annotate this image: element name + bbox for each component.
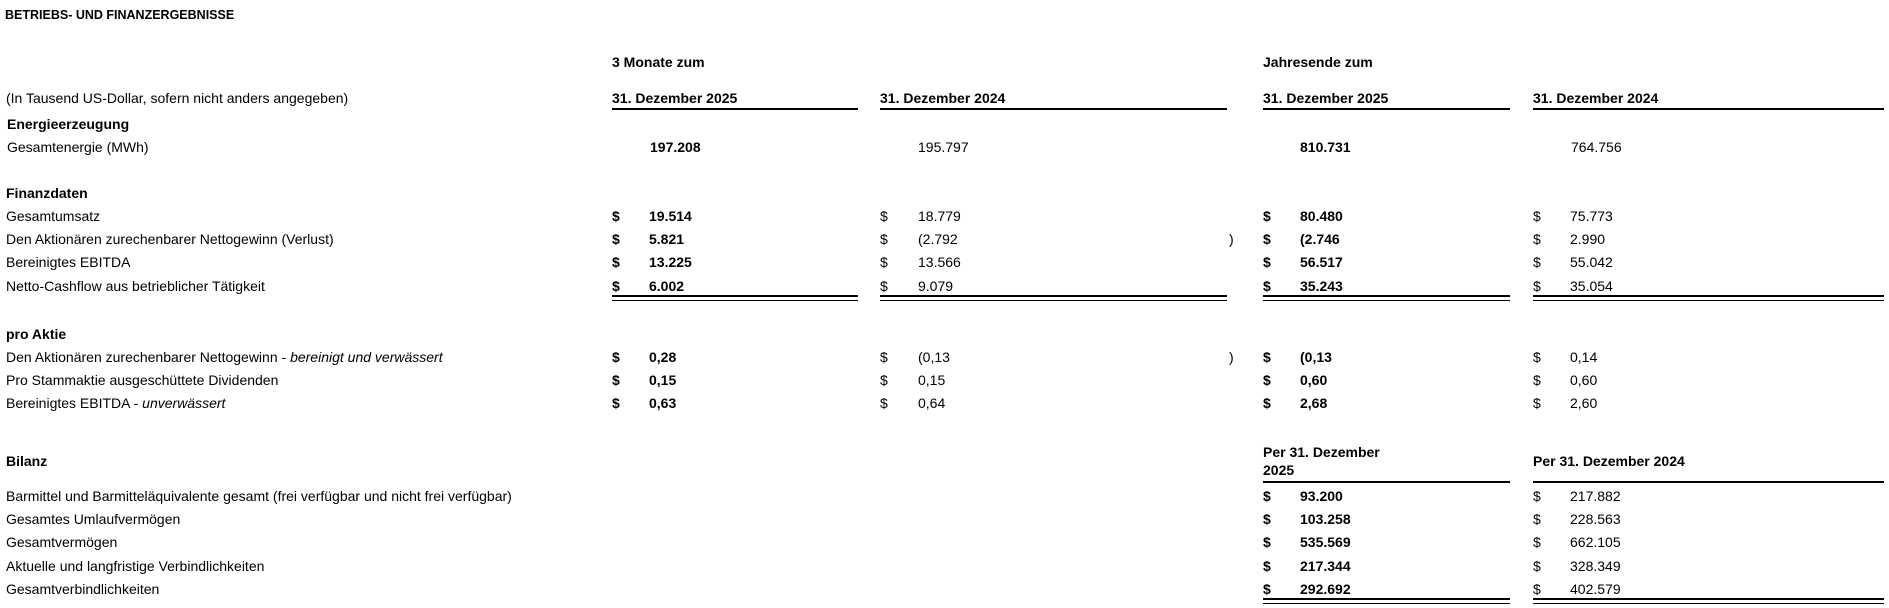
value-cell: 19.514 (649, 208, 692, 224)
dollar-sign: $ (1263, 395, 1271, 411)
dollar-sign: $ (1533, 372, 1541, 388)
value-cell: 0,15 (649, 372, 677, 388)
value-cell: 6.002 (649, 278, 685, 294)
value-cell: 2,68 (1300, 395, 1328, 411)
value-cell: 217.882 (1570, 488, 1621, 504)
value-cell: 2.990 (1570, 231, 1606, 247)
dollar-sign: $ (1263, 534, 1271, 550)
header-underline (612, 108, 858, 110)
value-cell: 810.731 (1300, 139, 1351, 155)
value-cell: (0,13 (918, 349, 950, 365)
total-double-underline (880, 295, 1227, 301)
total-double-underline (1533, 295, 1884, 301)
dollar-sign: $ (1263, 254, 1271, 270)
value-cell: 197.208 (650, 139, 701, 155)
dollar-sign: $ (880, 278, 888, 294)
row-label-net-income: Den Aktionären zurechenbarer Nettogewinn (Verlust) (6, 231, 334, 247)
dollar-sign: $ (880, 231, 888, 247)
value-cell: 292.692 (1300, 581, 1351, 597)
total-double-underline (612, 295, 858, 301)
closing-paren: ) (1229, 349, 1234, 365)
dollar-sign: $ (880, 208, 888, 224)
total-double-underline (1263, 295, 1510, 301)
total-double-underline (1263, 598, 1510, 604)
col-header-balance-2025-line1: Per 31. Dezember (1263, 444, 1380, 460)
row-label-total-energy: Gesamtenergie (MWh) (7, 139, 149, 155)
row-label-revenue: Gesamtumsatz (6, 208, 101, 224)
header-underline (1533, 108, 1884, 110)
value-cell: 0,60 (1300, 372, 1328, 388)
dollar-sign: $ (880, 395, 888, 411)
section-balance: Bilanz (6, 453, 48, 469)
dollar-sign: $ (1533, 581, 1541, 597)
dollar-sign: $ (1533, 534, 1541, 550)
value-cell: 93.200 (1300, 488, 1343, 504)
value-cell: 402.579 (1570, 581, 1621, 597)
value-cell: 55.042 (1570, 254, 1613, 270)
col-header-balance-2024: Per 31. Dezember 2024 (1533, 453, 1685, 469)
dollar-sign: $ (1533, 278, 1541, 294)
dollar-sign: $ (880, 372, 888, 388)
row-label-dividends: Pro Stammaktie ausgeschüttete Dividenden (6, 372, 279, 388)
dollar-sign: $ (1263, 511, 1271, 527)
dollar-sign: $ (1263, 581, 1271, 597)
value-cell: 0,28 (649, 349, 677, 365)
dollar-sign: $ (1263, 558, 1271, 574)
value-cell: 0,64 (918, 395, 946, 411)
dollar-sign: $ (1263, 231, 1271, 247)
report-title: BETRIEBS- UND FINANZERGEBNISSE (5, 8, 235, 22)
dollar-sign: $ (1533, 349, 1541, 365)
dollar-sign: $ (1533, 208, 1541, 224)
row-label-adjusted-ebitda: Bereinigtes EBITDA (6, 254, 131, 270)
dollar-sign: $ (1263, 488, 1271, 504)
value-cell: (2.746 (1300, 231, 1340, 247)
value-cell: 0,63 (649, 395, 677, 411)
row-label-current-longterm-liabilities: Aktuelle und langfristige Verbindlichkeiten (6, 558, 265, 574)
value-cell: 35.054 (1570, 278, 1613, 294)
row-label-cash: Barmittel und Barmitteläquivalente gesamt (frei verfügbar und nicht frei verfügbar) (6, 488, 512, 504)
dollar-sign: $ (612, 254, 620, 270)
value-cell: 535.569 (1300, 534, 1351, 550)
value-cell: 18.779 (918, 208, 961, 224)
header-underline (1263, 108, 1510, 110)
col-header-q-2025: 31. Dezember 2025 (612, 90, 738, 106)
value-cell: 228.563 (1570, 511, 1621, 527)
row-label-ebitda-basic: Bereinigtes EBITDA - unverwässert (6, 395, 226, 411)
header-underline (880, 108, 1227, 110)
header-underline (1263, 481, 1510, 483)
value-cell: 56.517 (1300, 254, 1343, 270)
value-cell: 13.566 (918, 254, 961, 270)
value-cell: 328.349 (1570, 558, 1621, 574)
value-cell: 2,60 (1570, 395, 1598, 411)
group-header-year-end: Jahresende zum (1263, 54, 1373, 70)
row-label-eps-diluted: Den Aktionären zurechenbarer Nettogewinn - bereinigt und verwässert (6, 349, 443, 365)
col-header-y-2024: 31. Dezember 2024 (1533, 90, 1659, 106)
value-cell: 764.756 (1571, 139, 1622, 155)
value-cell: 75.773 (1570, 208, 1613, 224)
group-header-three-months: 3 Monate zum (612, 54, 705, 70)
value-cell: 217.344 (1300, 558, 1351, 574)
units-note: (In Tausend US-Dollar, sofern nicht anders angegeben) (6, 90, 349, 106)
section-per-share: pro Aktie (6, 326, 67, 342)
value-cell: 662.105 (1570, 534, 1621, 550)
closing-paren: ) (1229, 231, 1234, 247)
value-cell: 9.079 (918, 278, 954, 294)
dollar-sign: $ (1533, 231, 1541, 247)
dollar-sign: $ (1533, 488, 1541, 504)
value-cell: (0,13 (1300, 349, 1332, 365)
dollar-sign: $ (612, 349, 620, 365)
dollar-sign: $ (1533, 558, 1541, 574)
row-label-current-assets: Gesamtes Umlaufvermögen (6, 511, 181, 527)
value-cell: (2.792 (918, 231, 958, 247)
dollar-sign: $ (1533, 254, 1541, 270)
dollar-sign: $ (880, 254, 888, 270)
total-double-underline (1533, 598, 1884, 604)
dollar-sign: $ (1533, 395, 1541, 411)
value-cell: 0,15 (918, 372, 946, 388)
col-header-q-2024: 31. Dezember 2024 (880, 90, 1006, 106)
row-label-operating-cash-flow: Netto-Cashflow aus betrieblicher Tätigkeit (6, 278, 265, 294)
dollar-sign: $ (612, 208, 620, 224)
dollar-sign: $ (612, 278, 620, 294)
dollar-sign: $ (1263, 349, 1271, 365)
value-cell: 80.480 (1300, 208, 1343, 224)
dollar-sign: $ (612, 395, 620, 411)
dollar-sign: $ (612, 372, 620, 388)
header-underline (1533, 481, 1884, 483)
section-finance: Finanzdaten (6, 185, 88, 201)
value-cell: 103.258 (1300, 511, 1351, 527)
value-cell: 195.797 (918, 139, 969, 155)
row-label-total-assets: Gesamtvermögen (6, 534, 118, 550)
value-cell: 5.821 (649, 231, 685, 247)
row-label-total-liabilities: Gesamtverbindlichkeiten (6, 581, 160, 597)
value-cell: 13.225 (649, 254, 692, 270)
dollar-sign: $ (612, 231, 620, 247)
dollar-sign: $ (1263, 278, 1271, 294)
col-header-y-2025: 31. Dezember 2025 (1263, 90, 1389, 106)
value-cell: 0,60 (1570, 372, 1598, 388)
dollar-sign: $ (880, 349, 888, 365)
col-header-balance-2025-line2: 2025 (1263, 462, 1295, 478)
value-cell: 0,14 (1570, 349, 1598, 365)
section-energy: Energieerzeugung (7, 116, 130, 132)
dollar-sign: $ (1263, 372, 1271, 388)
value-cell: 35.243 (1300, 278, 1343, 294)
dollar-sign: $ (1533, 511, 1541, 527)
dollar-sign: $ (1263, 208, 1271, 224)
